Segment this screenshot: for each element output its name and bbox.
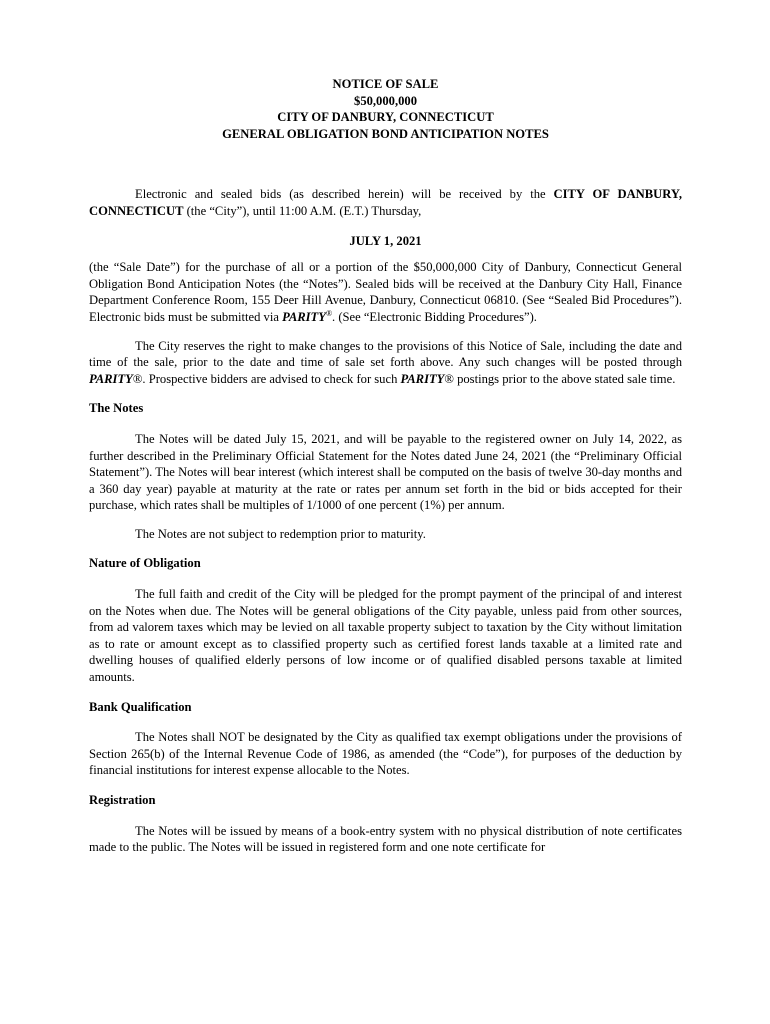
intro-text: (the “City”), until 11:00 A.M. (E.T.) Thursday,	[183, 203, 422, 218]
title-line-3: CITY OF DANBURY, CONNECTICUT	[277, 110, 494, 125]
parity-name: PARITY	[89, 371, 133, 386]
city-name: CITY OF DANBURY, CONNECTICUT	[89, 187, 682, 218]
bank-qualification-paragraph: The Notes shall NOT be designated by the City as qualified tax exempt obligations under the provisions of Section 265(b) of the Internal Revenue Code of 1986, as amended (the “Code”), for purposes of the deduction by financial institutions for interest expense allocable to the Notes.	[89, 730, 682, 778]
title-line-4: GENERAL OBLIGATION BOND ANTICIPATION NOTES	[222, 126, 549, 141]
section-heading-registration: Registration	[89, 793, 156, 807]
notes-paragraph-1: The Notes will be dated July 15, 2021, and will be payable to the registered owner on July 14, 2022, as further described in the Preliminary Official Statement for the Notes dated June 24, 2021 (the “Preliminary Official Statement”). The Notes will bear interest (which interest shall be computed on the basis of twelve 30-day months and a 360 day year) payable at maturity at the rate or rates per annum set forth in the bid or bids accepted for their purchase, which rates shall be multiples of 1/1000 of one percent (1%) per annum.	[89, 431, 682, 513]
parity-name: PARITY	[400, 371, 445, 386]
title-line-2: $50,000,000	[354, 93, 417, 108]
notes-paragraph-2: The Notes are not subject to redemption prior to maturity.	[135, 526, 426, 541]
registration-paragraph: The Notes will be issued by means of a book-entry system with no physical distribution of note certificates made to the public. The Notes will be issued in registered form and one note certificate for	[89, 823, 682, 855]
title-line-1: NOTICE OF SALE	[332, 77, 439, 91]
intro-text: (the “Sale Date”) for the purchase of all or a portion of the $50,000,000 City of Danbury, Connecticut General Obligation Bond Anticipation Notes (the “Notes”). Sealed bids will be received at the Danbury City Hall, Finance Department Conference Room, 155 Deer Hill Avenue, Danbury, Connecticut 06810. (See “Sealed Bid Procedures”). Electronic bids must be submitted via	[89, 260, 682, 324]
obligation-paragraph: The full faith and credit of the City will be pledged for the prompt payment of the principal of and interest on the Notes when due. The Notes will be general obligations of the City payable, unless paid from other sources, from ad valorem taxes which may be levied on all taxable property subject to taxation by the City without limitation as to rate or amount except as to classified property such as certified forest lands taxable at a limited rate and dwelling houses of qualified elderly persons of low income or of qualified disabled persons taxable at limited amounts.	[89, 587, 682, 685]
intro-text: . (See “Electronic Bidding Procedures”).	[332, 309, 537, 324]
section-heading-bank-qualification: Bank Qualification	[89, 699, 192, 714]
intro-paragraph-3	[89, 338, 682, 388]
registered-mark: ®	[325, 308, 333, 318]
intro-text: The City reserves the right to make changes to the provisions of this Notice of Sale, including the date and time of the sale, prior to the date and time of sale set forth above. Any such changes will be posted through	[89, 338, 682, 370]
sale-date: JULY 1, 2021	[349, 233, 422, 248]
intro-text: Electronic and sealed bids (as described herein) will be received by the	[135, 187, 554, 202]
document-page	[89, 76, 682, 856]
intro-paragraph-2	[89, 259, 682, 325]
section-heading-obligation: Nature of Obligation	[89, 556, 201, 571]
document-title	[89, 76, 682, 142]
intro-text: ® postings prior to the above stated sale time.	[444, 371, 676, 386]
parity-name: PARITY	[282, 309, 326, 324]
intro-text: ®. Prospective bidders are advised to check for such	[132, 371, 401, 386]
intro-paragraph-1	[89, 186, 682, 219]
section-heading-notes: The Notes	[89, 401, 144, 416]
